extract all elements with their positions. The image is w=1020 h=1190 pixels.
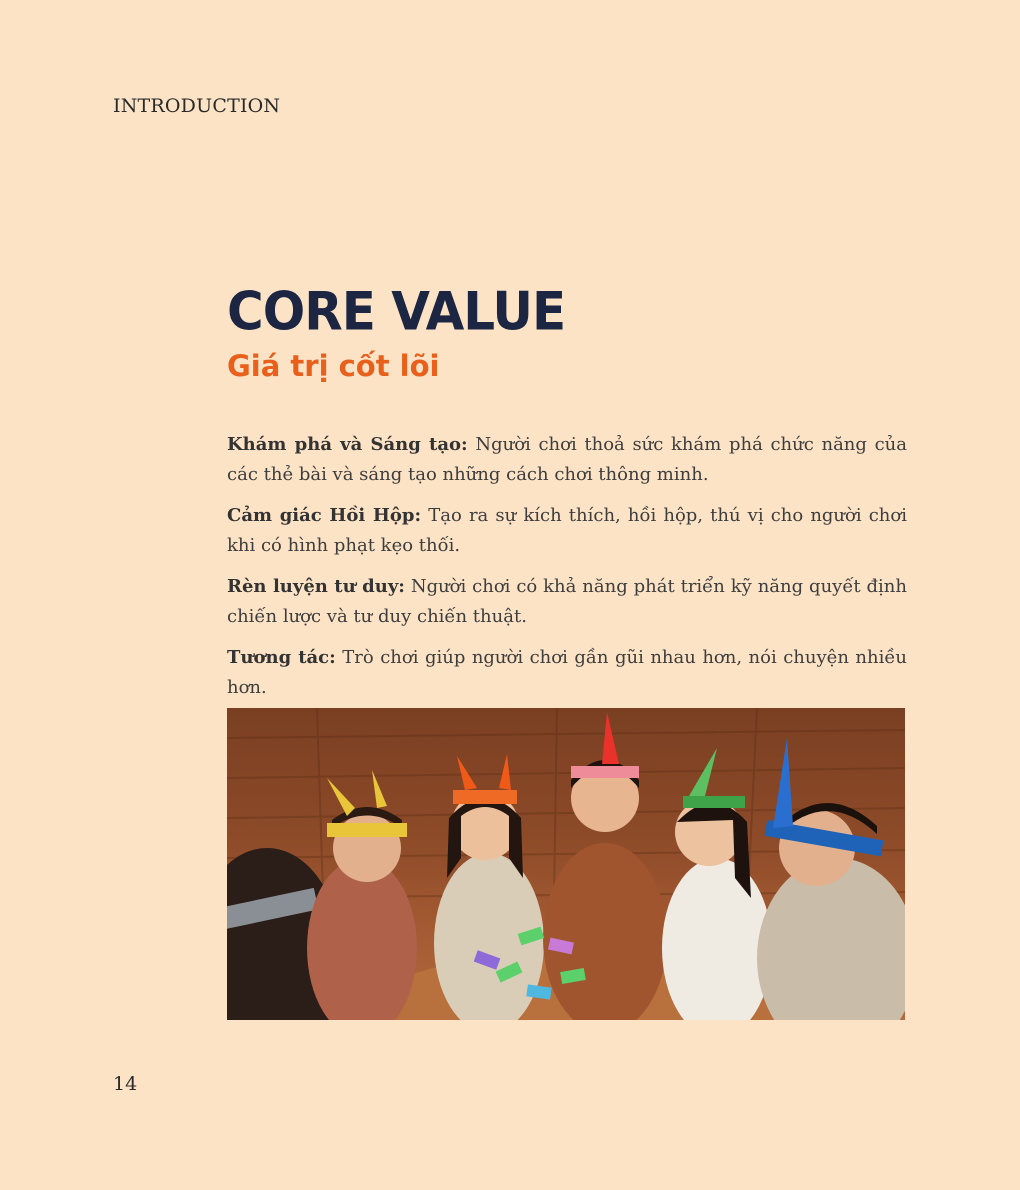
value-term: Tương tác:	[227, 647, 336, 668]
value-text: Người chơi có khả năng phát triển kỹ năng quyết định chiến lược và tư duy chiến thuật.	[227, 576, 907, 627]
running-header: INTRODUCTION	[113, 95, 281, 117]
page-number: 14	[113, 1073, 138, 1095]
value-term: Khám phá và Sáng tạo:	[227, 434, 468, 455]
value-item	[227, 501, 907, 561]
core-values-list	[227, 430, 907, 714]
value-term: Cảm giác Hồi Hộp:	[227, 505, 422, 526]
value-term: Rèn luyện tư duy:	[227, 576, 405, 597]
value-item	[227, 643, 907, 703]
page-subtitle: Giá trị cốt lõi	[227, 349, 440, 383]
value-text: Trò chơi giúp người chơi gần gũi nhau hơn, nói chuyện nhiều hơn.	[227, 647, 907, 698]
page-title: CORE VALUE	[227, 280, 566, 343]
value-item	[227, 572, 907, 632]
value-item	[227, 430, 907, 490]
group-photo-illustration	[227, 708, 905, 1020]
value-text: Người chơi thoả sức khám phá chức năng của các thẻ bài và sáng tạo những cách chơi thông minh.	[227, 434, 907, 485]
group-photo	[227, 708, 905, 1020]
value-text: Tạo ra sự kích thích, hồi hộp, thú vị cho người chơi khi có hình phạt kẹo thối.	[227, 505, 907, 556]
